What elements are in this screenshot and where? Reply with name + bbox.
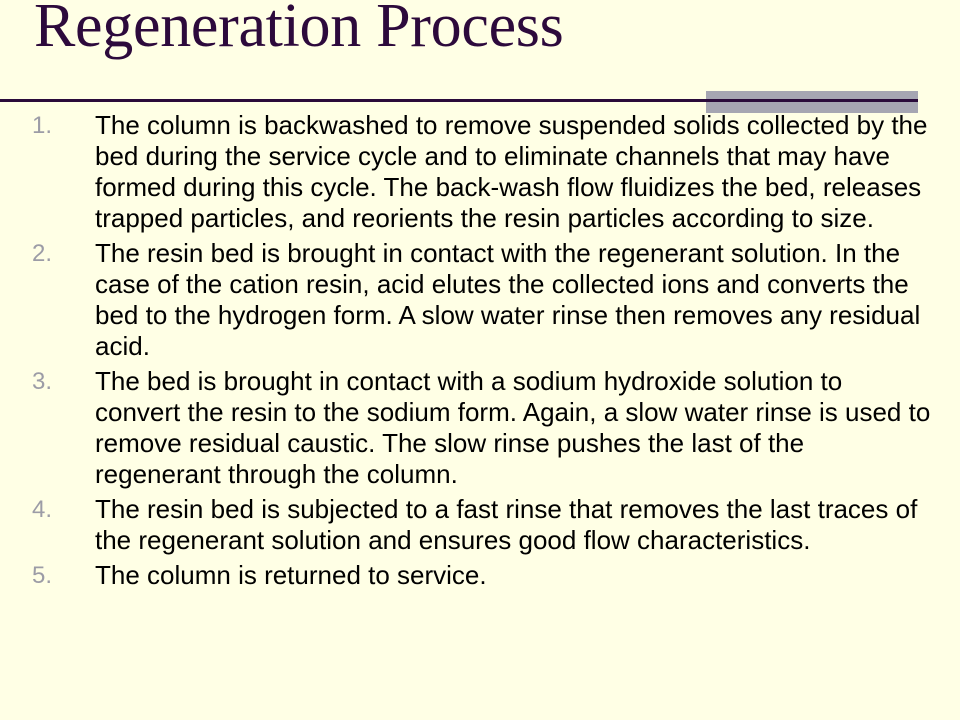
step-number: 3. [32, 368, 53, 395]
step-number: 4. [32, 496, 53, 523]
step-item-4 [32, 494, 932, 556]
title-accent-line [706, 99, 918, 102]
step-text: The resin bed is brought in contact with the regenerant solution. In the case of the cation resin, acid elutes the collected ions and converts the bed to the hydrogen form. A slow water rinse then removes any residual acid. [95, 238, 921, 361]
regeneration-steps-list [32, 110, 932, 595]
step-item-5 [32, 560, 932, 591]
step-item-3 [32, 366, 932, 490]
step-text: The resin bed is subjected to a fast rinse that removes the last traces of the regenerant solution and ensures good flow characteristics. [95, 494, 918, 555]
slide-title: Regeneration Process [34, 0, 564, 60]
step-text: The bed is brought in contact with a sodium hydroxide solution to convert the resin to the sodium form. Again, a slow water rinse is used to remove residual caustic. The slow rinse pushes the last of the regenerant through the column. [95, 366, 931, 489]
step-text: The column is backwashed to remove suspended solids collected by the bed during the service cycle and to eliminate channels that may have formed during this cycle. The back-wash flow fluidizes the bed, releases trapped particles, and reorients the resin particles according to size. [95, 110, 928, 233]
step-text: The column is returned to service. [95, 560, 487, 590]
step-item-1 [32, 110, 932, 234]
step-item-2 [32, 238, 932, 362]
step-number: 5. [32, 562, 53, 589]
step-number: 2. [32, 240, 53, 267]
step-number: 1. [32, 112, 53, 139]
